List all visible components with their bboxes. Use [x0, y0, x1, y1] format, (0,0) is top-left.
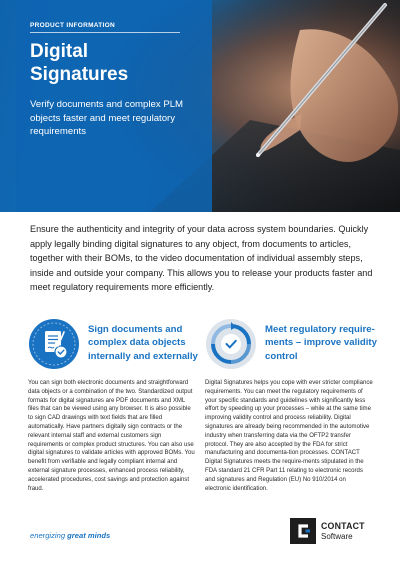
document-signature-icon [28, 318, 80, 370]
hero-banner [0, 0, 400, 212]
intro-paragraph: Ensure the authenticity and integrity of your data across system boundaries. Quickly apply legally binding digital signatures to any object, from documents to articles, together with their BOMs, to the video documentation of individual assembly steps, inside and outside your company. This allows you to release your products faster and meet regulatory requirements more efficiently. [30, 224, 373, 293]
tagline-prefix: energizing [30, 531, 68, 540]
page-title-line-1: Digital [30, 41, 89, 62]
section-regulatory [205, 318, 377, 492]
contact-logo-mark-icon [290, 518, 316, 544]
tagline-bold: great minds [67, 531, 111, 540]
section-sign-documents [28, 318, 200, 492]
section-title: Sign documents and complex data objects internally and externally [88, 324, 198, 362]
brand-subtitle: Software [321, 532, 353, 541]
eyebrow-divider [30, 32, 180, 33]
section-title: Meet regulatory require-ments – improve validity control [265, 324, 377, 362]
compliance-cycle-icon [205, 318, 257, 370]
section-header [205, 318, 377, 376]
section-body: Digital Signatures helps you cope with ever stricter compliance requirements. You can meet the regulatory requirements of your specific standards and guidelines with significantly less effort by speeding up your processes – while at the same time improving validity control and process reliability. Digital signatures are already being recommended in the automotive industry when transferring data via the OFTP2 transfer protocol. They are also accepted by the FDA for strict manufacturing and documenta-tion processes. CONTACT Digital Signatures meets the require-ments stipulated in the FDA standard 21 CFR Part 11 relating to electronic records and signatures and Regulation (EU) No 910/2014 on electronic identification. [205, 380, 373, 492]
brand-tagline [30, 531, 110, 540]
section-body: You can sign both electronic documents and straightforward data objects or a combination of the two. Standardized output formats for digital signatures are PDF documents and XML files that can be viewed using any browser. It is also possible to sign CAD drawings with text fields that are filled automatically. Have partners digitally sign contracts or the relevant internal staff and external customers sign requirements or complex product structures. You can also use digital signatures to validate articles with approved BOMs. You benefit from verifiable and legally compliant internal and external signature processes, enhanced process reliability, accelerated procedures, cost savings and protection against fraud. [28, 380, 195, 492]
hero-subtitle: Verify documents and complex PLM objects faster and meet regulatory requirements [30, 99, 184, 137]
contact-software-logo [290, 518, 380, 548]
eyebrow-label: PRODUCT INFORMATION [30, 22, 116, 29]
page-title-line-2: Signatures [30, 64, 129, 85]
page-title [30, 40, 200, 86]
brand-name: CONTACT [321, 521, 365, 531]
section-header [28, 318, 200, 376]
